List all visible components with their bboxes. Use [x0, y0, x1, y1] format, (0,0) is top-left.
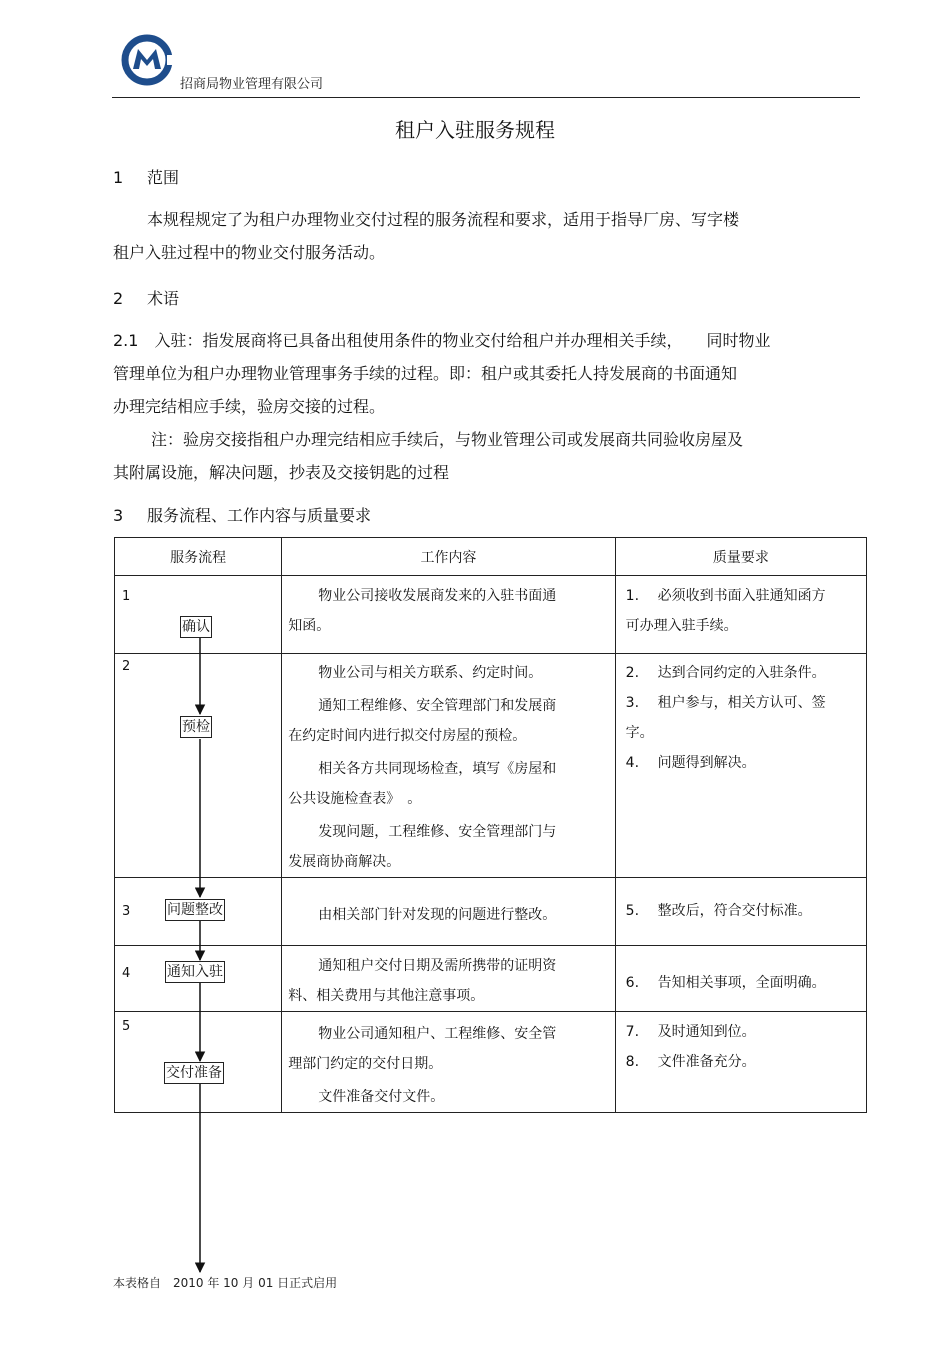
header-divider: [112, 97, 860, 98]
quality-item: 1. 必须收到书面入驻通知函方: [625, 588, 826, 604]
quality-cell: [615, 654, 866, 878]
quality-item: 7. 及时通知到位。: [625, 1024, 756, 1040]
work-line: 发展商协商解决。: [288, 854, 401, 870]
work-line: 由相关部门针对发现的问题进行整改。: [318, 907, 557, 923]
quality-item: 8. 文件准备充分。: [625, 1054, 756, 1070]
work-cell: [282, 576, 615, 654]
table-row: [115, 946, 867, 1012]
footer-note: 本表格自 2010 年 10 月 01 日正式启用: [113, 1276, 338, 1290]
paragraph-line: 租户入驻过程中的物业交付服务活动。: [113, 243, 386, 262]
section-1-heading: [113, 165, 179, 188]
quality-cell: [615, 946, 866, 1012]
flow-cell: [115, 576, 282, 654]
step-number: 4: [122, 966, 131, 981]
section-1-body: [113, 203, 863, 269]
flow-step-prepare: 交付准备: [164, 1062, 224, 1084]
flow-cell: [115, 654, 282, 878]
table-row: [115, 576, 867, 654]
quality-item: 可办理入驻手续。: [625, 618, 738, 634]
step-number: 1: [122, 589, 131, 604]
work-cell: [282, 878, 615, 946]
work-cell: [282, 946, 615, 1012]
header-cell: 工作内容: [282, 538, 615, 576]
flow-step-precheck: 预检: [180, 716, 212, 738]
work-line: 通知租户交付日期及需所携带的证明资: [318, 958, 557, 974]
quality-item: 6. 告知相关事项，全面明确。: [625, 975, 826, 991]
paragraph-line: 2.1 入驻：指发展商将已具备出租使用条件的物业交付给租户并办理相关手续， 同时物业: [113, 331, 771, 350]
work-line: 料、相关费用与其他注意事项。: [288, 988, 485, 1004]
flow-step-rectify: 问题整改: [165, 899, 225, 921]
section-number: 1: [113, 168, 124, 187]
step-number: 5: [122, 1019, 131, 1034]
work-cell: [282, 1012, 615, 1113]
work-line: 相关各方共同现场检查，填写《房屋和: [318, 761, 557, 777]
section-title: 服务流程、工作内容与质量要求: [147, 506, 372, 525]
paragraph-line: 管理单位为租户办理物业管理事务手续的过程。即：租户或其委托人持发展商的书面通知: [113, 364, 738, 383]
paragraph-line: 办理完结相应手续，验房交接的过程。: [113, 397, 386, 416]
flow-step-confirm: 确认: [180, 616, 212, 638]
header-cell: 服务流程: [115, 538, 282, 576]
step-number: 2: [122, 659, 131, 674]
work-line: 发现问题，工程维修、安全管理部门与: [318, 824, 557, 840]
section-2-1-body: [113, 324, 863, 489]
section-2-heading: [113, 286, 179, 309]
quality-item: 2. 达到合同约定的入驻条件。: [625, 665, 826, 681]
work-line: 文件准备交付文件。: [318, 1089, 445, 1105]
note-line: 注：验房交接指租户办理完结相应手续后，与物业管理公司或发展商共同验收房屋及: [151, 430, 744, 449]
section-title: 范围: [147, 168, 180, 187]
step-number: 3: [122, 904, 131, 919]
section-title: 术语: [147, 289, 180, 308]
quality-cell: [615, 878, 866, 946]
quality-cell: [615, 576, 866, 654]
work-line: 物业公司通知租户、工程维修、安全管: [318, 1026, 557, 1042]
work-line: 物业公司与相关方联系、约定时间。: [318, 665, 543, 681]
process-table: [114, 537, 867, 1113]
work-line: 理部门约定的交付日期。: [288, 1056, 443, 1072]
flow-step-notify: 通知入驻: [165, 961, 225, 983]
company-logo: [120, 33, 174, 87]
work-line: 通知工程维修、安全管理部门和发展商: [318, 698, 557, 714]
quality-item: 字。: [625, 725, 654, 741]
document-title: 租户入驻服务规程: [395, 118, 555, 142]
quality-item: 3. 租户参与，相关方认可、签: [625, 695, 826, 711]
section-number: 2: [113, 289, 124, 308]
company-name: 招商局物业管理有限公司: [180, 77, 324, 92]
section-3-heading: [113, 503, 371, 526]
header-cell: 质量要求: [615, 538, 866, 576]
work-line: 知函。: [288, 618, 331, 634]
quality-cell: [615, 1012, 866, 1113]
section-number: 3: [113, 506, 124, 525]
table-header-row: [115, 538, 867, 576]
work-line: 在约定时间内进行拟交付房屋的预检。: [288, 728, 527, 744]
work-cell: [282, 654, 615, 878]
work-line: 物业公司接收发展商发来的入驻书面通: [318, 588, 557, 604]
table-row: [115, 878, 867, 946]
table-row: [115, 1012, 867, 1113]
quality-item: 5. 整改后，符合交付标准。: [625, 903, 812, 919]
work-line: 公共设施检查表》 。: [288, 791, 422, 807]
note-line: 其附属设施，解决问题，抄表及交接钥匙的过程: [113, 463, 450, 482]
quality-item: 4. 问题得到解决。: [625, 755, 756, 771]
table-row: [115, 654, 867, 878]
paragraph-line: 本规程规定了为租户办理物业交付过程的服务流程和要求，适用于指导厂房、写字楼: [147, 210, 740, 229]
